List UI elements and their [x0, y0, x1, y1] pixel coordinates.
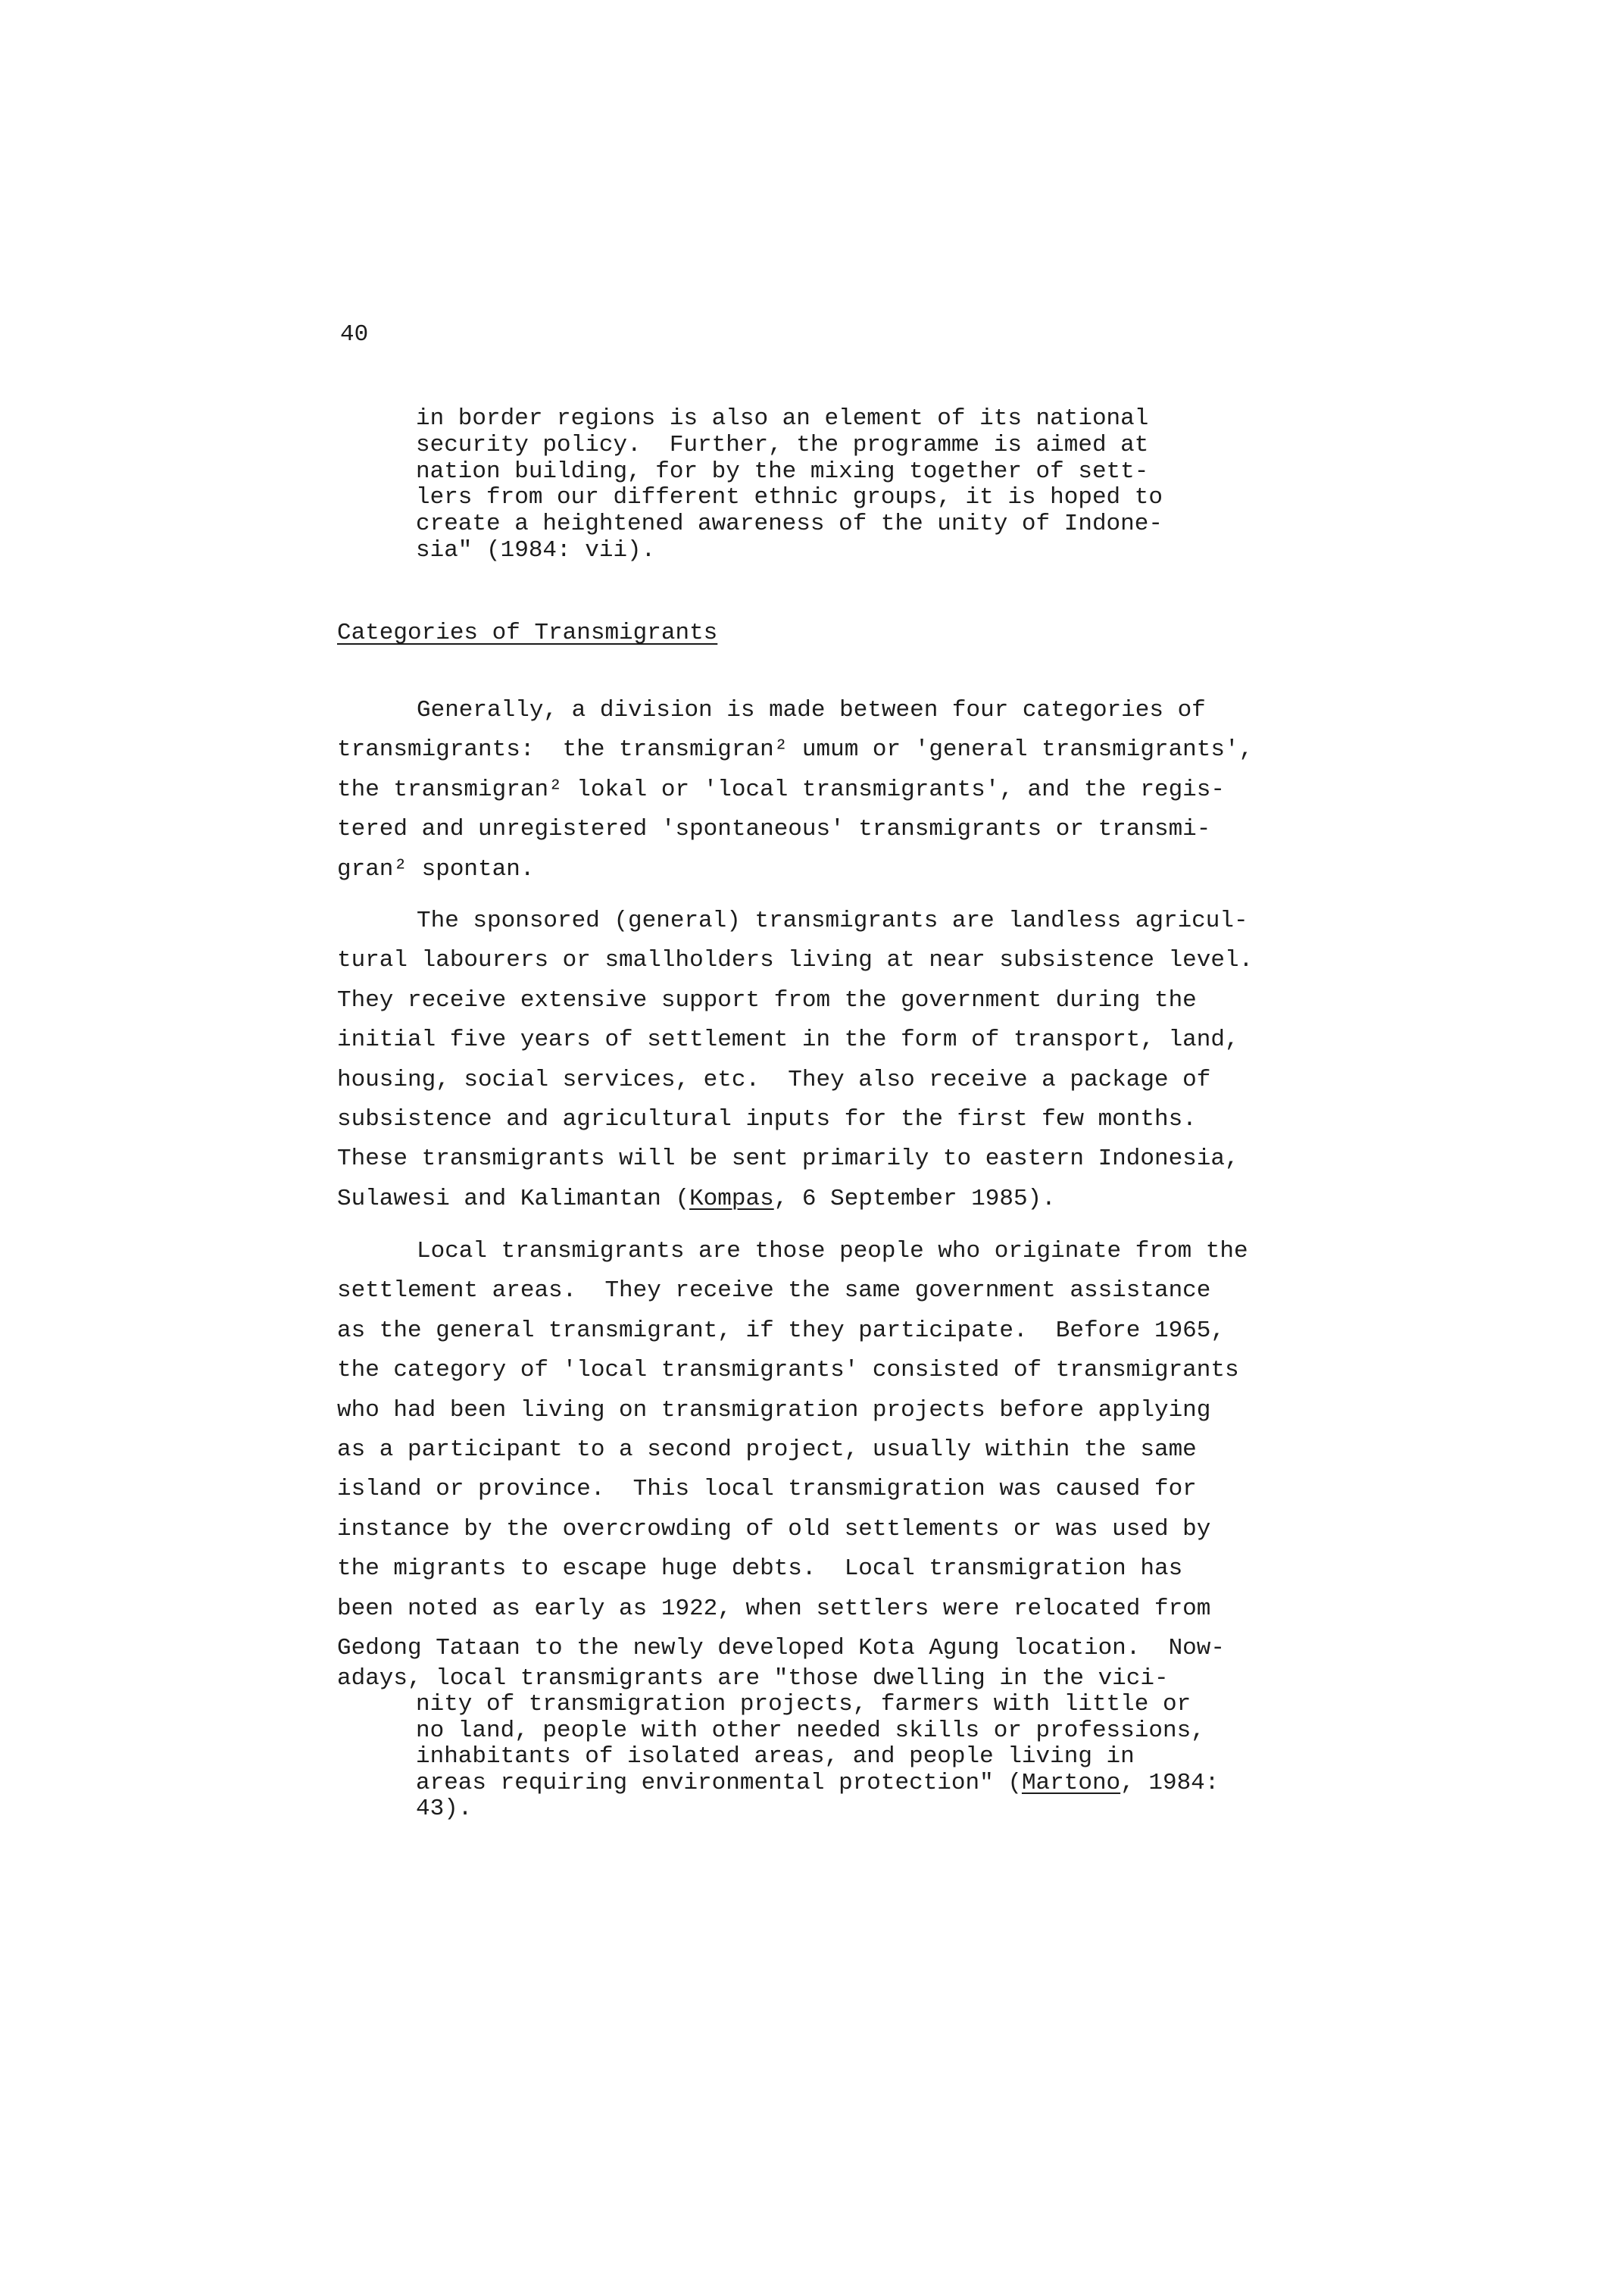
paragraph-sponsored: [337, 902, 1337, 1219]
quote-line: inhabitants of isolated areas, and people living in: [416, 1743, 1135, 1771]
citation-kompas: Kompas: [689, 1185, 774, 1212]
line-text: Sulawesi and Kalimantan (: [337, 1185, 690, 1212]
paragraph-line: housing, social services, etc. They also receive a package of: [337, 1066, 1211, 1093]
paragraph-line: been noted as early as 1922, when settlers were relocated from: [337, 1595, 1211, 1622]
page-number: 40: [340, 321, 369, 348]
quote-line: [337, 1771, 1337, 1796]
closing-quote: [337, 1666, 1337, 1822]
paragraph-line: Gedong Tataan to the newly developed Kota Agung location. Now-: [337, 1635, 1225, 1662]
paragraph-local: [337, 1232, 1337, 1668]
quote-line: 43).: [416, 1796, 473, 1823]
paragraph-line: [337, 1180, 1337, 1219]
paragraph-line: tural labourers or smallholders living at near subsistence level.: [337, 947, 1254, 974]
block-quote: [416, 406, 1325, 564]
quote-line: in border regions is also an element of its national: [416, 405, 1149, 432]
quote-line: lers from our different ethnic groups, it is hoped to: [416, 484, 1163, 511]
paragraph-line: These transmigrants will be sent primarily to eastern Indonesia,: [337, 1146, 1239, 1173]
quote-line: create a heightened awareness of the unity of Indone-: [416, 511, 1163, 538]
paragraph-line: initial five years of settlement in the form of transport, land,: [337, 1027, 1239, 1054]
paragraph-line: They receive extensive support from the government during the: [337, 986, 1197, 1014]
paragraph-line: as the general transmigrant, if they participate. Before 1965,: [337, 1317, 1225, 1344]
paragraph-line: gran² spontan.: [337, 855, 535, 883]
paragraph-line: tered and unregistered 'spontaneous' transmigrants or transmi-: [337, 816, 1211, 843]
section-heading: Categories of Transmigrants: [337, 620, 718, 646]
quote-line: nity of transmigration projects, farmers with little or: [416, 1691, 1191, 1718]
paragraph-line: the transmigran² lokal or 'local transmigrants', and the regis-: [337, 776, 1225, 803]
quote-line: nation building, for by the mixing together of sett-: [416, 458, 1149, 485]
paragraph-line: the category of 'local transmigrants' consisted of transmigrants: [337, 1357, 1239, 1384]
paragraph-line: Generally, a division is made between four categories of: [417, 697, 1206, 724]
quote-line: adays, local transmigrants are "those dwelling in the vici-: [337, 1665, 1169, 1692]
line-text: areas requiring environmental protection" (: [416, 1769, 1022, 1796]
paragraph-line: Local transmigrants are those people who originate from the: [417, 1238, 1248, 1264]
quote-line: no land, people with other needed skills or professions,: [416, 1717, 1205, 1744]
paragraph-line: island or province. This local transmigration was caused for: [337, 1476, 1197, 1503]
paragraph-categories: [337, 691, 1337, 889]
line-text: , 1984:: [1120, 1769, 1220, 1796]
paragraph-line: transmigrants: the transmigran² umum or 'general transmigrants',: [337, 736, 1254, 764]
paragraph-line: instance by the overcrowding of old settlements or was used by: [337, 1515, 1211, 1542]
line-text: , 6 September 1985).: [773, 1185, 1056, 1212]
quote-line: sia" (1984: vii).: [416, 536, 656, 564]
quote-line: security policy. Further, the programme is aimed at: [416, 431, 1149, 458]
paragraph-line: The sponsored (general) transmigrants are landless agricul-: [417, 908, 1248, 934]
paragraph-line: who had been living on transmigration projects before applying: [337, 1396, 1211, 1424]
paragraph-line: subsistence and agricultural inputs for the first few months.: [337, 1106, 1197, 1133]
citation-martono: Martono: [1021, 1769, 1121, 1796]
paragraph-line: as a participant to a second project, usually within the same: [337, 1436, 1197, 1464]
paragraph-line: settlement areas. They receive the same government assistance: [337, 1277, 1211, 1305]
paragraph-line: the migrants to escape huge debts. Local transmigration has: [337, 1555, 1183, 1583]
